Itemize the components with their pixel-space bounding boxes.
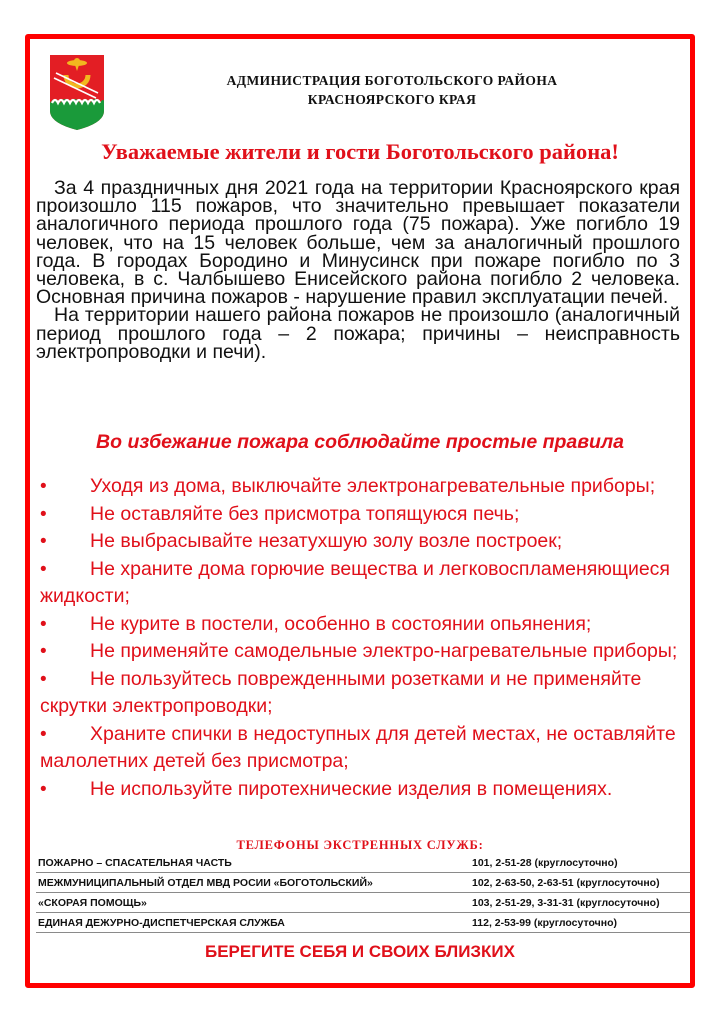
service-numbers: 101, 2-51-28 (круглосуточно) — [472, 853, 690, 873]
bullet-icon: • — [40, 531, 47, 552]
rule-text: Не храните дома горючие вещества и легковоспламеняющиеся жидкости; — [40, 557, 670, 607]
table-row — [36, 913, 690, 933]
emergency-phones-title: ТЕЛЕФОНЫ ЭКСТРЕННЫХ СЛУЖБ: — [236, 838, 484, 852]
bullet-icon: • — [40, 613, 47, 635]
administration-line-1: АДМИНИСТРАЦИЯ БОГОТОЛЬСКОГО РАЙОНА — [226, 73, 558, 88]
coat-of-arms-icon — [48, 53, 106, 131]
rule-item — [40, 666, 680, 721]
rule-item — [40, 556, 680, 611]
rule-item — [40, 473, 680, 501]
rule-text: Не курите в постели, особенно в состоянии опьянения; — [90, 612, 592, 635]
service-numbers: 112, 2-53-99 (круглосуточно) — [472, 913, 690, 933]
table-row — [36, 893, 690, 913]
intro-paragraph: За 4 праздничных дня 2021 года на территории Красноярского края произошло 115 пожаров, что значительно превышает показатели аналогичного периода прошлого года (75 пожара). Уже погибло 19 человек, что на 15 человек больше, чем за аналогичный прошлого года. В городах Бородино и Минусинск при пожаре погибло по 3 человека, в с. Чалбышево Енисейского района погибло 2 человека. Основная причина пожаров - нарушение правил эксплуатации печей. — [36, 177, 680, 309]
bullet-icon: • — [40, 558, 47, 580]
rule-item — [40, 528, 680, 556]
rules-list — [40, 473, 680, 803]
service-name: «СКОРАЯ ПОМОЩЬ» — [36, 893, 472, 913]
emergency-phones-table — [36, 853, 690, 933]
bullet-icon: • — [40, 476, 47, 497]
rule-item — [40, 638, 680, 666]
rule-item — [40, 721, 680, 776]
service-name: МЕЖМУНИЦИПАЛЬНЫЙ ОТДЕЛ МВД РОСИИ «БОГОТОЛЬСКИЙ» — [36, 873, 472, 893]
administration-line-2: КРАСНОЯРСКОГО КРАЯ — [307, 92, 477, 107]
rule-text: Не оставляйте без присмотра топящуюся печь; — [90, 502, 520, 525]
rule-text: Храните спички в недоступных для детей местах, не оставляйте малолетних детей без присмотра; — [40, 722, 676, 772]
service-numbers: 102, 2-63-50, 2-63-51 (круглосуточно) — [472, 873, 690, 893]
table-row — [36, 853, 690, 873]
rule-item — [40, 776, 680, 804]
bullet-icon: • — [40, 503, 47, 525]
bullet-icon: • — [40, 778, 47, 800]
intro-text — [36, 179, 680, 361]
rule-text: Уходя из дома, выключайте электронагревательные приборы; — [90, 475, 656, 497]
greeting-heading: Уважаемые жители и гости Боготольского района! — [101, 139, 619, 164]
rule-item — [40, 501, 680, 529]
administration-title — [152, 71, 632, 109]
intro-paragraph: На территории нашего района пожаров не произошло (аналогичный период прошлого года – 2 пожара; причины – неисправность электропроводки и печи). — [36, 304, 680, 363]
bullet-icon: • — [40, 723, 47, 745]
bullet-icon: • — [40, 641, 47, 662]
table-row — [36, 873, 690, 893]
service-name: ЕДИНАЯ ДЕЖУРНО-ДИСПЕТЧЕРСКАЯ СЛУЖБА — [36, 913, 472, 933]
bullet-icon: • — [40, 668, 47, 690]
footer-slogan: БЕРЕГИТЕ СЕБЯ И СВОИХ БЛИЗКИХ — [205, 942, 515, 961]
service-name: ПОЖАРНО – СПАСАТЕЛЬНАЯ ЧАСТЬ — [36, 853, 472, 873]
poster-frame — [25, 34, 695, 988]
rule-text: Не применяйте самодельные электро-нагревательные приборы; — [90, 640, 678, 662]
rule-text: Не пользуйтесь поврежденными розетками и не применяйте скрутки электропроводки; — [40, 667, 642, 717]
rules-heading: Во избежание пожара соблюдайте простые правила — [96, 431, 624, 453]
rule-item — [40, 611, 680, 639]
header — [42, 47, 682, 137]
service-numbers: 103, 2-51-29, 3-31-31 (круглосуточно) — [472, 893, 690, 913]
rule-text: Не используйте пиротехнические изделия в помещениях. — [90, 777, 613, 800]
rule-text: Не выбрасывайте незатухшую золу возле построек; — [90, 530, 563, 552]
